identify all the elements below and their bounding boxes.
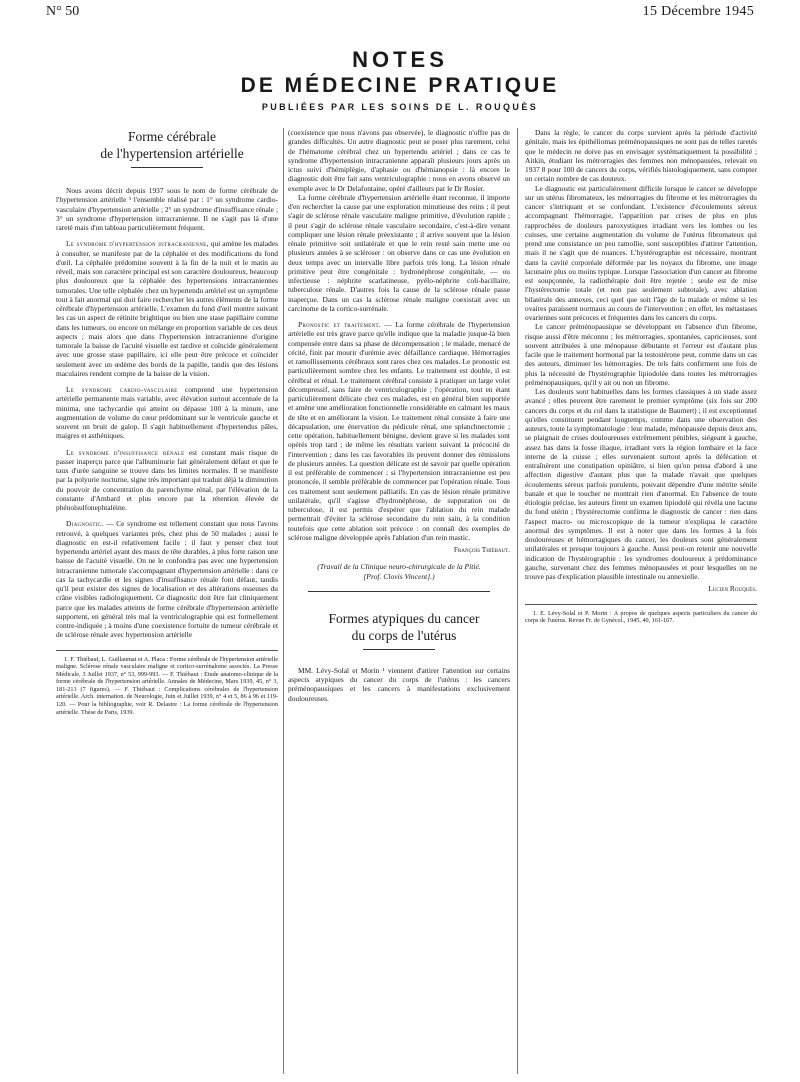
column-3 <box>525 128 757 625</box>
article1-footnotes <box>56 656 278 717</box>
article2-title <box>288 610 510 650</box>
section-label: Pronostic et traitement. <box>298 320 382 329</box>
masthead-title-line1: NOTES <box>352 47 448 72</box>
column-2 <box>288 128 510 703</box>
article2-intro: MM. Lévy-Solal et Morin ¹ viennent d'attirer l'attention sur certains aspects atypiques du cancer du corps de l'utérus : les cancers préménopausiques et les cancers à manifestations exclusivement douloureuses. <box>288 665 510 703</box>
column-divider-2 <box>517 128 518 1074</box>
article1-section-cardio <box>56 385 278 441</box>
issue-number: N° 50 <box>46 4 80 19</box>
section-label: Le syndrome d'insuffisance rénale <box>66 447 185 457</box>
article1-credit-line1: (Travail de la Clinique neuro-chirurgicale de la Pitié. <box>317 562 481 572</box>
footnote-rule <box>525 604 757 605</box>
section-text: est constant mais risque de passer inaperçu parce que l'albuminurie fait généralement défaut et que le taux d'urée sanguine se trouve dans les limites normales. Il se manifeste par la polyurie nocturne, signe très important qui traduit déjà la diminution du pouvoir de concentration du parenchyme rénal, par l'élévation de la constante d'Ambard et plus encore par la rétention élevée de phénolsulfonephtaléine. <box>56 447 278 512</box>
article2-title-line1: Formes atypiques du cancer <box>328 610 480 626</box>
article1-section-renal <box>56 448 278 513</box>
title-underline <box>363 649 435 650</box>
section-text: qui amène les malades à consulter, se manifeste par de la céphalée et des modifications du fond d'œil. La céphalée prédomine souvent à la fin de la nuit et le matin au réveil, mais son caractère principal est son caractère douloureux, beaucoup plus douloureux que la céphalée des hypertensions intracraniennes tumorales. Une telle céphalée chez un hypertendu artériel est un symptôme tout à fait anormal qui doit faire rechercher les autres éléments de la forme cérébrale d'hypertension artérielle. L'examen du fond d'œil montre suivant les cas un aspect de rétinite brightique ou bien une stase papillaire comme dans les tumeurs, ou encore un mélange en proportion variable de ces deux aspects ; mais alors que dans l'hypertension intracranienne d'origine tumorale la baisse de l'acuité visuelle est tardive et coïncide généralement avec une grosse stase papillaire, ici elle peut être précoce et coïncider seulement avec un œdème des bords de la papille, tandis que des lésions maculaires rendent compte de la baisse de la vision. <box>56 239 278 378</box>
title-underline <box>131 167 203 168</box>
article1-section-hic <box>56 239 278 378</box>
column-divider-1 <box>283 128 284 1074</box>
article1-paragraph: La forme cérébrale d'hypertension artérielle étant reconnue, il importe d'en rechercher la cause par une exploration minutieuse des reins ; il peut s'agir de sclérose rénale vasculaire maligne primitive, d'évolution rapide ; il peut s'agir de sclérose rénale vasculaire secondaire, c'est-à-dire venant compliquer une lésion rénale préexistante ; il arrive souvent que la lésion rénale primitive soit unilatérale et que le rein resté sain mette une ou plusieurs années à se scléroser : on observe dans ce cas une évolution en deux temps avec un intervalle libre parfois très long. La lésion rénale primitive peut être congénitale : hydronéphrose congénitale, — ou infectieuse : néphrite scarlatineuse, pyélo-néphrite coli-bacillaire, tuberculose rénale. D'autres fois la cause de la sclérose rénale passe inaperçue. Dans un cas la sclérose rénale maligne coexistait avec un carcinome de la cortico-surrénale. <box>288 192 510 313</box>
article1-credit-line2: [Prof. Clovis Vincent].) <box>363 571 435 581</box>
article1-section-diagnostic <box>56 519 278 639</box>
article1-title <box>56 128 278 168</box>
article1-title-line1: Forme cérébrale <box>127 129 217 144</box>
article2-paragraph: Dans la règle, le cancer du corps survient après la période d'activité génitale, mais les épithéliomas préménopausiques ne sont pas de telles raretés que le médecin ne doive pas en envisager systématiquement la possibilité ; Aitkin, étudiant les métrorragies des femmes non ménopausées, relevait en 1937 8 pour 100 de cancers du corps, vérifiés histologiquement, sans compter un certain nombre de cas douteux. <box>525 128 757 184</box>
section-label: Le syndrome cardio-vasculaire <box>66 385 178 394</box>
article1-signature: François Thiébaut. <box>453 545 510 554</box>
masthead <box>0 48 800 112</box>
footnote: 1. F. Thiébaut, L. Guillaumat et A. Placa : Forme cérébrale de l'hypertension artérielle maligne. Sclérose rénale vasculaire maligne et cortico-surrénalome associés. La Presse Médicale, 3 Juillet 1937, n° 53, 999-993. — F. Thiébaut : Étude anatomo-clinique de la forme cérébrale de l'hypertension artérielle. Annales de Médecine, Mars 1939, 45, n° 3, 181-213 (7 figures). — F. Thiébaut : Complications cérébrales de l'hypertension artérielle. Arch. internation. de Neurologie, Juin et Juillet 1939, n° 4 et 5, 86 à 96 et 119-120. — Pour la bibliographie, voir R. Delastre : La forme cérébrale de l'hypertension artérielle. Thèse de Paris, 1939. <box>56 655 278 716</box>
article-separator <box>308 591 490 592</box>
running-head <box>46 4 754 26</box>
article2-paragraph: Le diagnostic est particulièrement difficile lorsque le cancer se développe sur un utérus fibromateux, les ménorragies du fibrome et les métrorragies du cancer s'intriquant et se confondant. L'existence d'écoulements séreux accompagnant l'hémorragie, l'apparition par crises de plus en plus rapprochées de douleurs paroxystiques irradiant vers les lombes ou les cuisses, une certaine augmentation du volume de l'utérus fibromateux qui prend une consistance un peu ramollie, sont susceptibles d'attirer l'attention, mais il ne s'agit que de nuances. L'hystérographie est nécessaire, montrant dans la cavité corporéale déformée par les noyaux du fibrome, une image lacunaire plus ou moins typique. Lorsque l'association d'un cancer au fibrome est soupçonnée, la radiothérapie doit être rejetée ; seule est de mise l'hystérectomie totale (et non pas seulement subtotale), avec ablation bilatérale des annexes, ceci quel que soit l'âge de la malade et même si les ovaires paraissent normaux au cours de l'intervention ; en effet, les métastases ovariennes sont précoces et fréquentes dans les cancers du corps. <box>525 183 757 322</box>
article1-continuation: (coexistence que nous n'avons pas observée), le diagnostic n'offre pas de grandes difficultés. Un autre diagnostic peut se poser plus rarement, celui de l'hématome cérébral chez un hypertendu artériel ; dans ce cas le syndrome d'hypertension intracranienne apparaît plusieurs jours après un ictus suivi d'hémiplégie, d'aphasie ou d'hémianopsie : là encore le diagnostic doit être fait sans ventriculographie : nous en avons observé un exemple avec le Dr Delafontaine, opéré d'ailleurs par le Dr Rosier. <box>288 128 510 193</box>
article2-signature: Lucien Rouquès. <box>708 584 757 594</box>
section-text: comprend une hypertension artérielle permanente mais variable, avec élévation surtout accentuée de la minima, une tachycardie qui atteint ou dépasse 100 à la minute, une augmentation de volume du cœur prédominant sur le ventricule gauche et souvent un bruit de galop. Il s'agit habituellement d'hypertendus pâles, maigres et asthéniques. <box>56 385 278 441</box>
article2-title-line2: du corps de l'utérus <box>351 627 457 643</box>
masthead-title-line2: DE MÉDECINE PRATIQUE <box>240 74 560 97</box>
article2-footnotes <box>525 610 757 625</box>
masthead-subtitle: PUBLIÉES PAR LES SOINS DE L. ROUQUÈS <box>261 102 539 112</box>
footnote: 1. E. Lévy-Solal et P. Morin : A propos de quelques aspects particuliers du cancer du corps de l'utérus. Revue Fr. de Gynécol., 1945, 40, 161-167. <box>525 609 757 625</box>
article2-paragraph: Le cancer préménopausique se développant en l'absence d'un fibrome, risque aussi d'être méconnu ; les métrorragies, spontanées, capricieuses, sont souvent attribuées à une ménopause débutante et l'erreur est d'autant plus facile que le traitement hormonal par la testostérone peut, comme dans un cas des auteurs, diminuer les hémorragies. De tels faits confirment une fois de plus la nécessité de l'hystérographie lipiodolée dans toutes les métrorragies préménopausiques, qu'il y ait ou non un fibrome. <box>525 322 757 387</box>
footnote-rule <box>56 650 278 651</box>
article1-intro: Nous avons décrit depuis 1937 sous le nom de forme cérébrale de l'hypertension artérielle ¹ l'ensemble réalisé par : 1° un syndrome cardio-vasculaire d'hypertension artérielle ; 2° un syndrome d'insuffisance rénale ; 3° un syndrome d'hypertension intracranienne. Il ne s'agit pas là d'une rareté mais d'un tableau particulièrement fréquent. <box>56 186 278 232</box>
column-1 <box>56 128 278 716</box>
article1-title-line2: de l'hypertension artérielle <box>100 146 244 161</box>
article1-section-prognosis <box>288 320 510 542</box>
article2-paragraph: Les douleurs sont habituelles dans les formes classiques à un stade assez avancé ; elles peuvent être rarement le premier symptôme (six fois sur 200 cancers du corps et du col dans la statistique de Baumert) ; il est exceptionnel qu'elles constituent pendant longtemps, comme dans une observation des auteurs, toute la symptomatologie : leur malade, ménopausée depuis deux ans, se plaignait de crises douloureuses extrêmement pénibles, siégeant à gauche, assez bas dans la fosse iliaque, irradiant vers la région lombaire et la face interne de la cuisse ; elles survenaient surtout après la défécation et entraînèrent une constipation opiniâtre, si bien qu'on pensa d'abord à une affection digestive d'autant plus que la malade n'avait que quelques écoulements séreux parfois purulents, pouvant dépendre d'une métrite sénile banale et que le toucher ne montrait rien d'anormal. En l'absence de toute étiologie précise, les auteurs firent un examen lipiodolé qui révéla une lacune du fond utérin ; l'hystérectomie confirma le diagnostic de cancer : rien dans l'aspect macro- ou microscopique de la tumeur n'expliqua le caractère anormal des symptômes. Il est à noter que dans les formes à la fois douloureuses et hémorragiques du cancer, les douleurs sont généralement unilatérales et presque toujours à gauche. Aussi peut-on retenir une nouvelle indication de l'hystérographie : les syndromes douloureux à prédominance gauche, survenant chez des femmes ménopausées et pour lesquelles on ne trouve pas d'explication plausible intestinale ou annexielle. <box>525 387 757 581</box>
section-label: Diagnostic. <box>66 519 104 529</box>
section-label: Le syndrome d'hypertension intracranienne, <box>66 239 209 249</box>
issue-date: 15 Décembre 1945 <box>642 4 754 19</box>
section-text: — Ce syndrome est tellement constant que nous l'avons retrouvé, à quelques variantes près, chez plus de 50 malades ; aussi le diagnostic en est-il relativement facile : il faut y penser chez tout hypertendu artériel ayant des maux de tête durables, à plus forte raison une baisse de l'acuité visuelle. On ne le confondra pas avec une hypertension intracranienne tumorale s'accompagnant d'hypertension artérielle : dans ce cas la tachycardie et les signes d'insuffisance rénale font défaut, tandis qu'il peut exister des signes de localisation et des altérations osseuses du crâne visibles radiologiquement. Ce diagnostic doit être fait cliniquement parce que les malades atteints de forme cérébrale d'hypertension artérielle supportent, en général très mal la ventriculographie qui est formellement contre-indiquée ; à moins d'une coexistence fortuite de tumeur cérébrale et de sclérose rénale avec hypertension artérielle <box>56 519 278 640</box>
section-text: — La forme cérébrale de l'hypertension artérielle est très grave parce qu'elle indique que la maladie jusque-là bien compensée entre dans sa phase de décompensation ; le malade, menacé de cécité, finit par mourir d'urémie avec défaillance cardiaque. Hémorragies et ramollissements cérébraux sont rares chez ces malades. Le pronostic est particulièrement sombre chez les enfants. Le traitement est double, il est cérébral et rénal. Le traitement cérébral consiste à pratiquer un large volet décompressif, sans faire de ventriculographie ; l'opération, tout en étant particulièrement délicate chez ces malades, est en général bien supportée et amène une amélioration fonctionnelle considérable en calmant les maux de tête et en améliorant la vision. Le traitement rénal consiste à faire une décapsulation, une énervation du pédicule rénal, une splanchnectomie ; cette opération, habituellement bénigne, devient grave si les malades sont opérés trop tard ; de même les résultats varient suivant la précocité de l'intervention ; dans les cas favorables ils peuvent donner des rémissions de plusieurs années. La question délicate est de savoir par quelle opération il est préférable de commencer ; si l'hypertension intracranienne est peu prononcée, il semble préférable de commencer par l'opération rénale. Tous ces traitement sont seulement palliatifs. En cas de lésion rénale primitive unilatérale, qu'il s'agisse d'hydronéphrose, de suppuration ou de tuberculose, il est permis d'espérer que l'ablation du rein malade permettrait d'éviter la sclérose secondaire du rein sain, à la condition toutefois que cette ablation soit précoce : on connaît des exemples de sclérose maligne développée après l'ablation d'un rein mastic. <box>288 320 510 542</box>
